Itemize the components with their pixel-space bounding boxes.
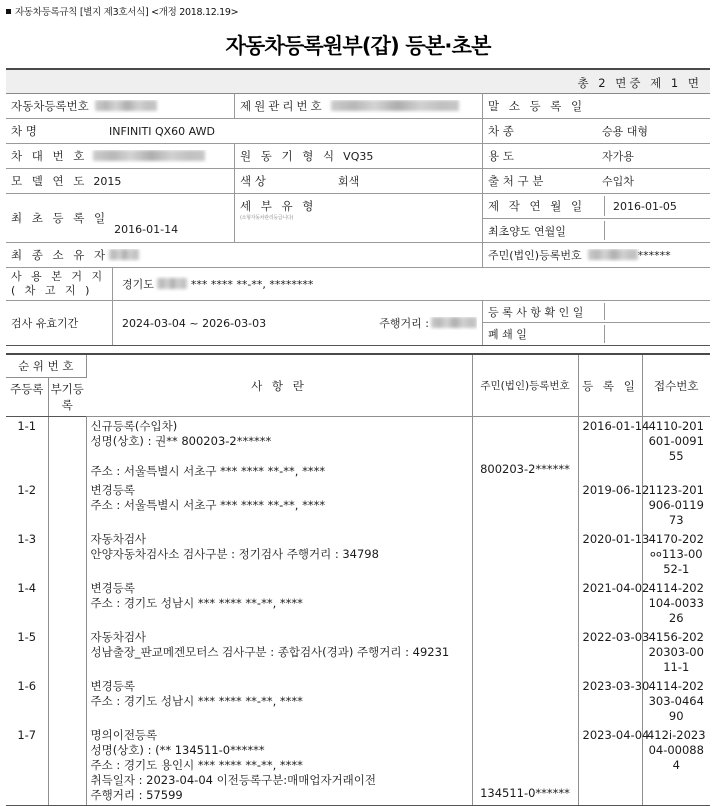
form-header-text: 자동차등록규칙 [별지 제3호서식] <개정 2018.12.19> [15, 7, 239, 18]
cell-main-reg: 1-3 [6, 530, 48, 579]
cell-receipt-no: 4110-201601-009155 [648, 419, 704, 463]
detail-line: 주소 : 서울특별시 서초구 *** **** **-**, **** [90, 464, 326, 478]
detail-line [91, 449, 468, 464]
value-vin [87, 150, 229, 163]
field-inspection-value [112, 301, 482, 345]
cell-rrn [472, 481, 578, 530]
label-model-year: 모 델 연 도 [11, 174, 88, 188]
value-confirm-date [604, 303, 705, 320]
page-middle-label: 면중 제 [615, 76, 665, 90]
detail-line: 주소 : 서울특별시 서초구 *** **** **-**, **** [90, 498, 326, 512]
label-usage: 용 도 [488, 149, 514, 163]
cell-reg-date: 2021-04-02 [578, 579, 642, 628]
detail-type-note: (소형자동차관리등급니다) [240, 215, 294, 221]
info-row-vin [6, 144, 710, 169]
value-car-name: INFINITI QX60 AWD [109, 124, 215, 138]
label-garage-line1: 사 용 본 거 지 [11, 270, 106, 283]
header-rrn: 주민(법인)등록번호 [472, 355, 578, 417]
label-color: 색 상 [240, 174, 266, 188]
label-mileage: 주행거리 : [379, 317, 429, 330]
label-car-type: 차 종 [488, 124, 514, 138]
field-manufacture-group [482, 194, 710, 242]
table-row [6, 628, 710, 677]
label-first-registration: 최 초 등 록 일 [11, 211, 109, 225]
label-close-date: 폐 쇄 일 [488, 328, 527, 341]
field-confirm-group [482, 301, 710, 345]
cell-receipt-no: 4114-202104-003326 [648, 581, 704, 625]
table-row [6, 726, 710, 805]
cell-rrn: 134511-0****** [472, 726, 578, 805]
cell-sub-reg [48, 417, 86, 482]
label-garage-line2: ( 차 고 지 ) [11, 284, 93, 297]
field-first-registration [6, 194, 234, 242]
cell-rrn [472, 530, 578, 579]
cell-sub-reg [48, 628, 86, 677]
cell-details [86, 628, 472, 677]
owner-rrn-mask: ****** [637, 248, 671, 262]
label-origin: 출 처 구 분 [488, 174, 544, 188]
field-car-type [482, 119, 710, 143]
value-car-type: 승용 대형 [602, 125, 649, 138]
field-vin [6, 144, 234, 168]
detail-line: 안양자동차검사소 검사구분 : 정기검사 주행거리 : 34798 [90, 547, 379, 561]
redacted-block [95, 100, 157, 111]
page-count-band [6, 68, 710, 94]
cell-details [86, 481, 472, 530]
detail-line: 성남출장_판교메겐모터스 검사구분 : 종합검사(경과) 주행거리 : 49231 [90, 645, 450, 659]
bullet-square-icon [6, 9, 11, 14]
cell-rrn [472, 628, 578, 677]
cell-details [86, 579, 472, 628]
header-rank-no: 순 위 번 호 [6, 355, 86, 378]
page-total-value: 2 [598, 76, 609, 90]
header-sub-reg: 부기등록 [48, 378, 86, 417]
page-count [578, 75, 702, 91]
field-color [234, 169, 482, 193]
cell-reg-date: 2022-03-03 [578, 628, 642, 677]
table-row [6, 530, 710, 579]
detail-line: 성명(상호) : 권** 800203-2****** [90, 434, 272, 448]
info-row-inspection [6, 301, 710, 345]
redacted-block [109, 249, 139, 260]
header-details: 사 항 란 [86, 355, 472, 417]
page-current-value: 1 [670, 76, 682, 90]
redacted-block [93, 150, 205, 161]
info-row-registration [6, 94, 710, 119]
value-inspection-period: 2024-03-04 ~ 2026-03-03 [122, 316, 267, 330]
detail-line: 주소 : 경기도 성남시 *** **** **-**, **** [90, 596, 303, 610]
field-file-number [234, 94, 482, 118]
label-first-transfer-date: 최초양도 연월일 [488, 224, 566, 238]
cell-receipt-no: 412i-202304-000884 [646, 728, 706, 772]
garage-prefix: 경기도 [122, 278, 154, 291]
redacted-block [157, 278, 187, 289]
label-engine-type: 원 동 기 형 식 [240, 149, 338, 163]
detail-line: 취득일자 : 2023-04-04 이전등록구분:매매업자거래이전 [90, 773, 377, 787]
value-registration-number [89, 100, 229, 113]
detail-line: 신규등록(수입차) [90, 419, 178, 433]
label-registration-number: 자동차등록번호 [11, 99, 89, 113]
cell-sub-reg [48, 481, 86, 530]
value-first-registration: 2016-01-14 [114, 223, 179, 236]
field-model-year [6, 169, 234, 193]
page-total-label: 총 [577, 76, 592, 90]
cell-reg-date: 2016-01-14 [578, 417, 642, 482]
detail-line: 변경등록 [90, 679, 135, 693]
cell-receipt-no: 4114-202303-046490 [648, 679, 704, 723]
field-first-transfer-date [483, 219, 710, 242]
value-close-date [604, 325, 705, 343]
field-inspection-label [6, 301, 112, 345]
detail-line: 자동차검사 [90, 532, 147, 546]
field-manufacture-date [483, 194, 710, 219]
cell-rrn: 800203-2****** [472, 417, 578, 482]
cell-reg-date: 2019-06-12 [578, 481, 642, 530]
registration-history-table [6, 353, 710, 806]
detail-line: 변경등록 [90, 581, 135, 595]
cell-details [86, 417, 472, 482]
field-owner-rrn [482, 243, 710, 267]
page-unit-label: 면 [687, 76, 702, 90]
header-reg-date: 등 록 일 [578, 355, 642, 417]
cell-main-reg: 1-6 [6, 677, 48, 726]
label-owner-rrn: 주민(법인)등록번호 [488, 249, 582, 262]
redacted-block [331, 100, 459, 111]
cell-details [86, 677, 472, 726]
cell-main-reg: 1-5 [6, 628, 48, 677]
cell-rrn [472, 579, 578, 628]
history-table-head [6, 355, 710, 417]
field-engine-type [234, 144, 482, 168]
value-engine-type: VQ35 [343, 149, 374, 163]
cell-receipt-no: 1123-201906-011973 [648, 483, 704, 527]
redacted-block [588, 249, 638, 260]
form-header [6, 4, 238, 18]
label-file-number: 제원관리번호 [240, 99, 325, 113]
value-owner [103, 249, 477, 262]
label-car-name: 차 명 [11, 124, 37, 138]
value-origin: 수입차 [602, 175, 634, 188]
field-detail-type [234, 194, 482, 242]
header-main-reg: 주등록 [6, 378, 48, 417]
detail-line: 자동차검사 [90, 630, 147, 644]
table-row [6, 677, 710, 726]
detail-line: 주소 : 경기도 성남시 *** **** **-**, **** [90, 694, 303, 708]
cell-main-reg: 1-1 [6, 417, 48, 482]
history-header-row-top [6, 355, 710, 378]
detail-line: 주소 : 경기도 용인시 *** **** **-**, **** [90, 758, 303, 772]
label-cancel-date: 말 소 등 록 일 [488, 99, 586, 113]
header-receipt-no: 접수번호 [642, 355, 710, 417]
label-inspection-period: 검사 유효기간 [11, 317, 79, 330]
field-cancel-date [482, 94, 710, 118]
field-car-name [6, 119, 482, 143]
info-row-garage [6, 268, 710, 301]
value-usage: 자가용 [602, 150, 634, 163]
cell-sub-reg [48, 530, 86, 579]
detail-line: 주행거리 : 57599 [90, 788, 183, 802]
cell-receipt-no: 4156-20220303-0011-1 [648, 630, 704, 674]
cell-reg-date: 2023-04-04 [578, 726, 642, 805]
info-row-car-name [6, 119, 710, 144]
value-mileage [429, 317, 477, 330]
value-garage [118, 276, 705, 292]
table-row [6, 417, 710, 482]
history-table-body [6, 417, 710, 806]
field-close-date [483, 323, 710, 345]
label-confirm-date: 등 록 사 항 확 인 일 [488, 305, 584, 319]
value-color: 회색 [338, 175, 360, 188]
field-garage-label [6, 268, 112, 300]
field-origin [482, 169, 710, 193]
detail-line: 명의이전등록 [90, 728, 158, 742]
field-usage [482, 144, 710, 168]
table-row [6, 579, 710, 628]
cell-main-reg: 1-4 [6, 579, 48, 628]
cell-main-reg: 1-7 [6, 726, 48, 805]
value-first-transfer-date [604, 221, 705, 240]
value-model-year: 2015 [93, 174, 122, 188]
value-file-number [325, 100, 477, 113]
cell-reg-date: 2020-01-13 [578, 530, 642, 579]
cell-sub-reg [48, 579, 86, 628]
detail-line: 변경등록 [90, 483, 135, 497]
table-row [6, 481, 710, 530]
field-registration-number [6, 94, 234, 118]
cell-details [86, 726, 472, 805]
field-garage-value [112, 268, 710, 300]
value-manufacture-date: 2016-01-05 [604, 196, 705, 216]
label-detail-type: 세 부 유 형 [240, 199, 317, 213]
label-manufacture-date: 제 작 연 월 일 [488, 199, 586, 213]
cell-sub-reg [48, 726, 86, 805]
field-confirm-date [483, 301, 710, 323]
detail-line: 성명(상호) : (** 134511-0****** [90, 743, 265, 757]
cell-details [86, 530, 472, 579]
cell-receipt-no: 4170-202००113-0052-1 [648, 532, 704, 576]
vehicle-info-table [6, 94, 710, 346]
cell-rrn [472, 677, 578, 726]
label-vin: 차 대 번 호 [11, 149, 88, 163]
label-owner: 최 종 소 유 자 [11, 248, 109, 262]
garage-masked: *** **** **-**, ******** [190, 278, 314, 291]
page-title: 자동차등록원부(갑) 등본·초본 [225, 34, 491, 58]
value-owner-rrn [582, 249, 705, 262]
field-owner [6, 243, 482, 267]
cell-sub-reg [48, 677, 86, 726]
cell-reg-date: 2023-03-30 [578, 677, 642, 726]
info-row-model-year [6, 169, 710, 194]
cell-main-reg: 1-2 [6, 481, 48, 530]
info-row-first-registration [6, 194, 710, 243]
info-row-owner [6, 243, 710, 268]
redacted-block [431, 317, 477, 328]
